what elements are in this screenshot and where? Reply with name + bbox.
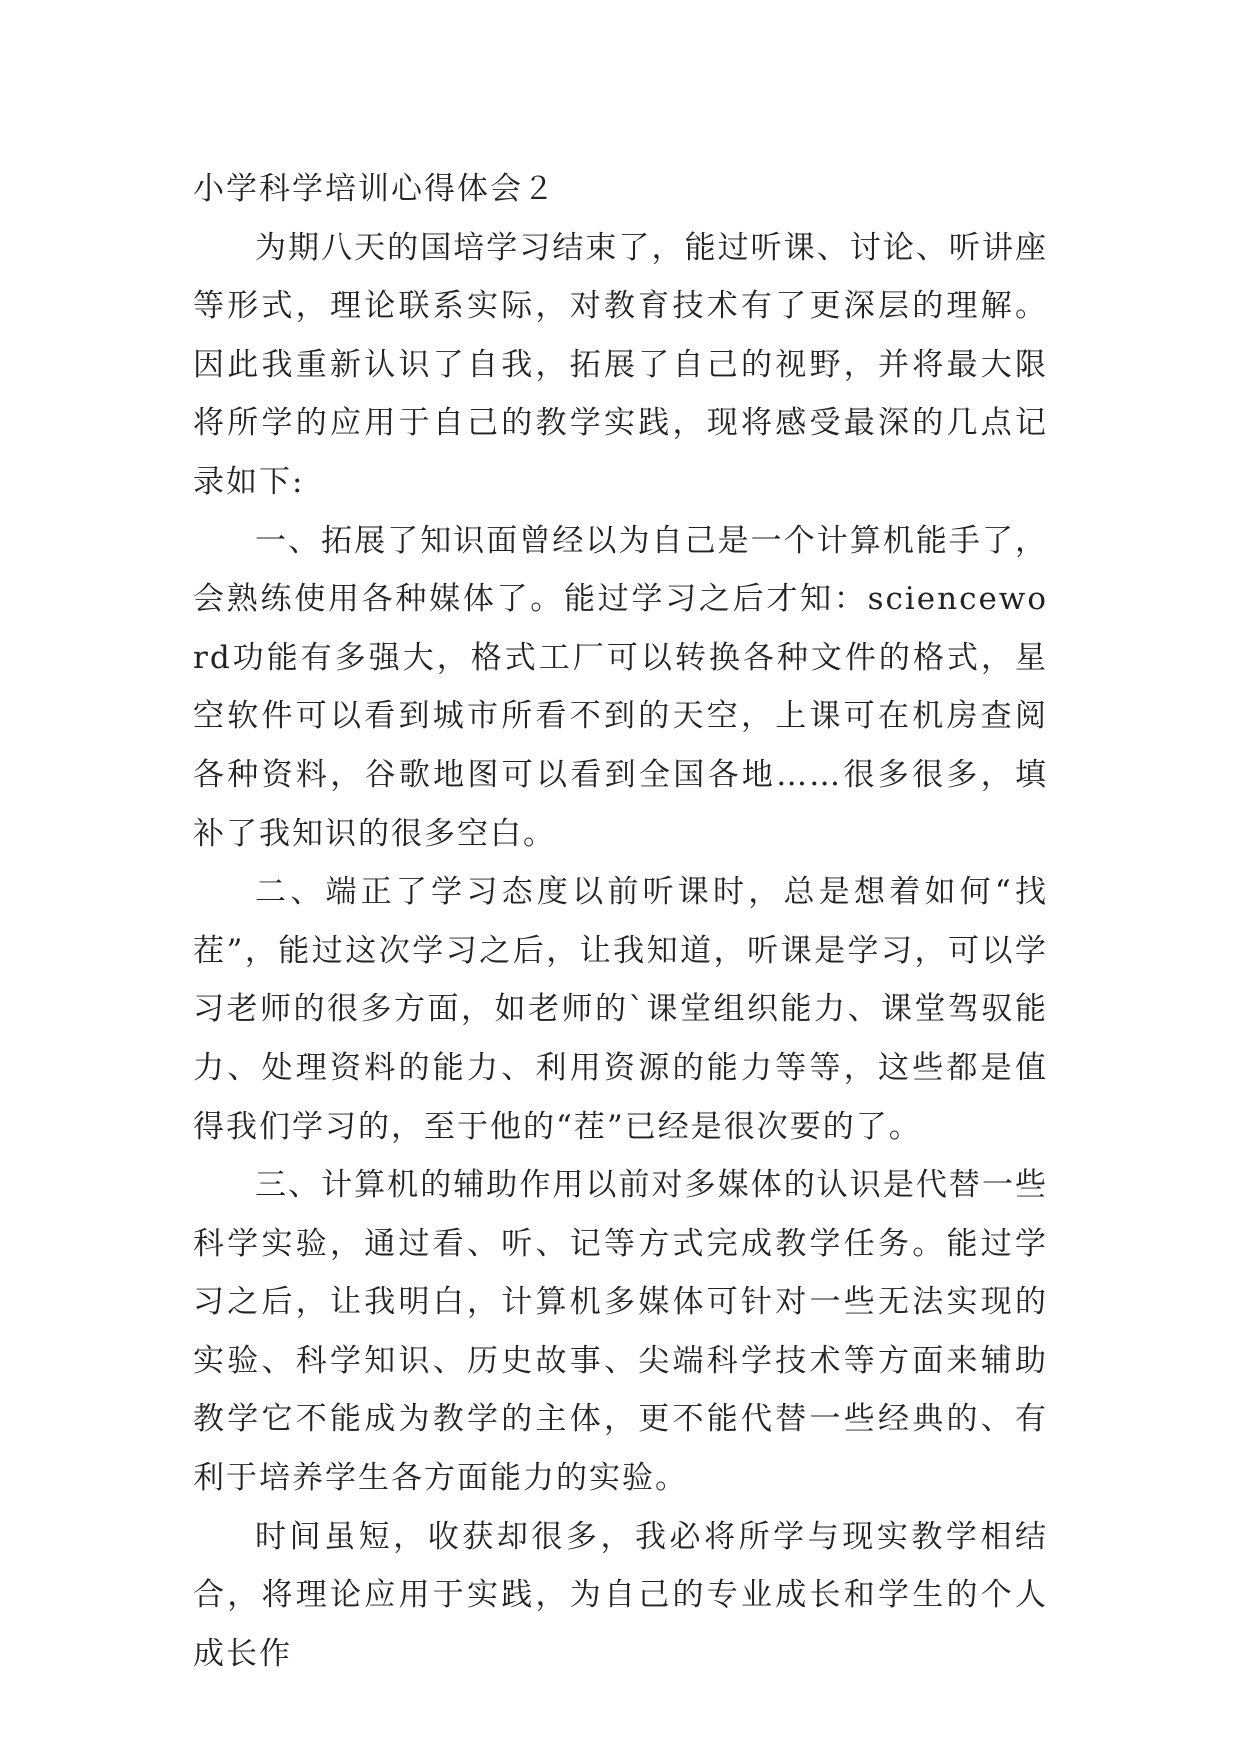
document-title: 小学科学培训心得体会２ — [193, 171, 556, 207]
paragraph-intro: 为期八天的国培学习结束了，能过听课、讨论、听讲座等形式，理论联系实际，对教育技术有了更深层的理解。因此我重新认识了自我，拓展了自己的视野，并将最大限将所学的应用于自己的教学实践，现将感受最深的几点记录如下: — [193, 229, 1048, 500]
paragraph-point-two: 二、端正了学习态度以前听课时，总是想着如何“找茬”，能过这次学习之后，让我知道，听课是学习，可以学习老师的很多方面，如老师的`课堂组织能力、课堂驾驭能力、处理资料的能力、利用资源的能力等等，这些都是值得我们学习的，至于他的“茬”已经是很次要的了。 — [193, 874, 1048, 1145]
paragraph-conclusion: 时间虽短，收获却很多，我必将所学与现实教学相结合，将理论应用于实践，为自己的专业成长和学生的个人成长作 — [193, 1518, 1048, 1672]
paragraph-point-three: 三、计算机的辅助作用以前对多媒体的认识是代替一些科学实验，通过看、听、记等方式完成教学任务。能过学习之后，让我明白，计算机多媒体可针对一些无法实现的实验、科学知识、历史故事、尖端科学技术等方面来辅助教学它不能成为教学的主体，更不能代替一些经典的、有利于培养学生各方面能力的实验。 — [193, 1167, 1048, 1497]
paragraph-point-one: 一、拓展了知识面曾经以为自己是一个计算机能手了，会熟练使用各种媒体了。能过学习之后才知：scienceword功能有多强大，格式工厂可以转换各种文件的格式，星空软件可以看到城市所看不到的天空，上课可在机房查阅各种资料，谷歌地图可以看到全国各地……很多很多，填补了我知识的很多空白。 — [193, 522, 1048, 852]
document-body — [193, 160, 1048, 1683]
